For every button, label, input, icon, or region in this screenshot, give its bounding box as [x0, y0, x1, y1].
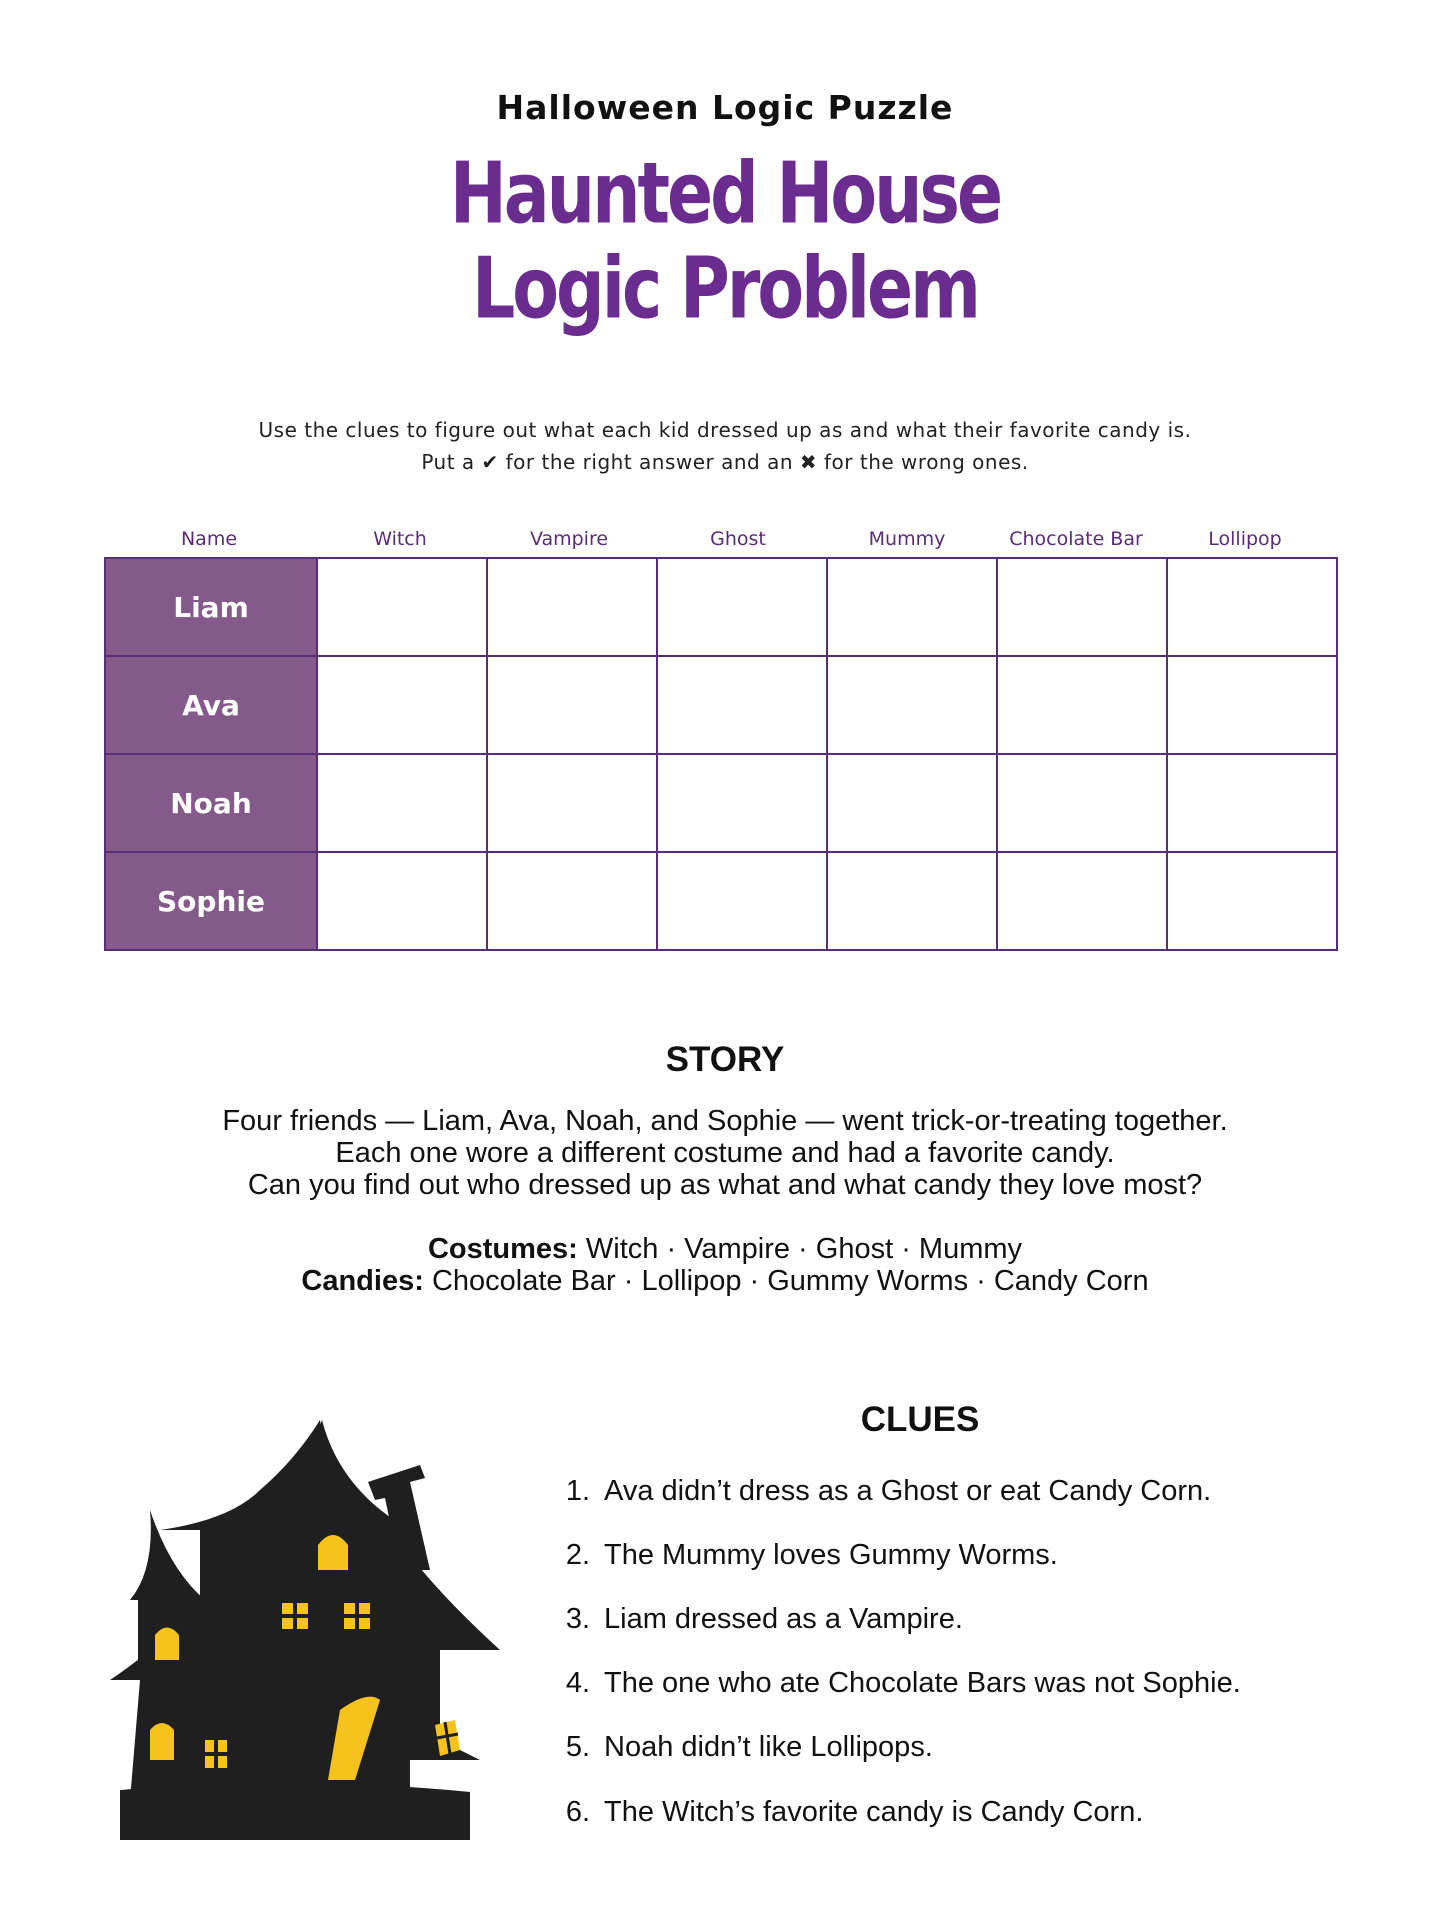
haunted-house-icon	[110, 1420, 500, 1840]
column-header-witch: Witch	[373, 528, 427, 550]
story-heading: STORY	[665, 1040, 785, 1079]
title-line-2: Logic Problem	[471, 240, 979, 339]
grid-cell[interactable]	[997, 558, 1167, 656]
clue-number: 1.	[565, 1475, 590, 1507]
grid-cell[interactable]	[827, 754, 997, 852]
clue-number: 5.	[565, 1731, 590, 1763]
grid-cell[interactable]	[317, 558, 487, 656]
clue-number: 3.	[565, 1603, 590, 1635]
row-label-sophie: Sophie	[105, 852, 317, 950]
grid-row-liam	[105, 558, 1337, 656]
row-label-noah: Noah	[105, 754, 317, 852]
clue-number: 6.	[565, 1796, 590, 1828]
column-header-chocolate-bar: Chocolate Bar	[1009, 528, 1143, 550]
clue-text: The one who ate Chocolate Bars was not Sophie.	[604, 1667, 1241, 1699]
clue-item	[540, 1603, 963, 1636]
clue-text: Noah didn’t like Lollipops.	[604, 1731, 933, 1763]
clue-item	[540, 1667, 1241, 1700]
grid-row-noah	[105, 754, 1337, 852]
grid-cell[interactable]	[487, 852, 657, 950]
grid-cell[interactable]	[997, 754, 1167, 852]
puzzle-kicker: Halloween Logic Puzzle	[496, 88, 954, 127]
grid-cell[interactable]	[827, 656, 997, 754]
costumes-line	[0, 1233, 1450, 1265]
grid-cell[interactable]	[657, 558, 827, 656]
grid-cell[interactable]	[657, 754, 827, 852]
grid-cell[interactable]	[827, 558, 997, 656]
clue-item	[540, 1475, 1211, 1508]
clue-text: Ava didn’t dress as a Ghost or eat Candy Corn.	[604, 1475, 1212, 1507]
instruction-line-2: Put a ✔ for the right answer and an ✖ for the wrong ones.	[421, 450, 1029, 474]
grid-cell[interactable]	[1167, 754, 1337, 852]
row-label-ava: Ava	[105, 656, 317, 754]
grid-cell[interactable]	[997, 852, 1167, 950]
grid-row-sophie	[105, 852, 1337, 950]
grid-cell[interactable]	[1167, 852, 1337, 950]
grid-cell[interactable]	[997, 656, 1167, 754]
story-line-2: Each one wore a different costume and had a favorite candy.	[335, 1137, 1115, 1169]
row-label-liam: Liam	[105, 558, 317, 656]
logic-grid	[104, 557, 1338, 951]
clue-number: 2.	[565, 1539, 590, 1571]
costumes-value: Witch · Vampire · Ghost · Mummy	[585, 1233, 1023, 1265]
clue-item	[540, 1539, 1058, 1572]
grid-cell[interactable]	[487, 656, 657, 754]
clue-item	[540, 1731, 933, 1764]
grid-cell[interactable]	[317, 754, 487, 852]
clue-text: The Mummy loves Gummy Worms.	[604, 1539, 1058, 1571]
column-header-ghost: Ghost	[710, 528, 766, 550]
column-header-lollipop: Lollipop	[1208, 528, 1282, 550]
grid-cell[interactable]	[827, 852, 997, 950]
grid-row-ava	[105, 656, 1337, 754]
grid-cell[interactable]	[1167, 558, 1337, 656]
grid-cell[interactable]	[1167, 656, 1337, 754]
clue-item	[540, 1796, 1143, 1829]
story-line-1: Four friends — Liam, Ava, Noah, and Sophie — went trick-or-treating together.	[222, 1105, 1228, 1137]
column-header-mummy: Mummy	[868, 528, 946, 550]
story-text	[0, 1105, 1450, 1297]
grid-cell[interactable]	[317, 656, 487, 754]
clue-text: The Witch’s favorite candy is Candy Corn.	[604, 1796, 1144, 1828]
column-header-vampire: Vampire	[529, 528, 609, 550]
instruction-line-1: Use the clues to figure out what each kid dressed up as and what their favorite candy is.	[258, 418, 1192, 442]
costumes-label: Costumes:	[427, 1233, 578, 1265]
clue-text: Liam dressed as a Vampire.	[604, 1603, 963, 1635]
title-line-1: Haunted House	[449, 145, 1001, 244]
clues-heading: CLUES	[860, 1400, 980, 1439]
column-header-name: Name	[180, 528, 238, 550]
candies-value: Chocolate Bar · Lollipop · Gummy Worms · Candy Corn	[431, 1265, 1149, 1297]
grid-cell[interactable]	[487, 754, 657, 852]
candies-label: Candies:	[301, 1265, 424, 1297]
grid-cell[interactable]	[657, 852, 827, 950]
grid-cell[interactable]	[487, 558, 657, 656]
grid-cell[interactable]	[317, 852, 487, 950]
grid-cell[interactable]	[657, 656, 827, 754]
candies-line	[0, 1265, 1450, 1297]
story-line-3: Can you find out who dressed up as what and what candy they love most?	[247, 1169, 1203, 1201]
clue-number: 4.	[565, 1667, 590, 1699]
